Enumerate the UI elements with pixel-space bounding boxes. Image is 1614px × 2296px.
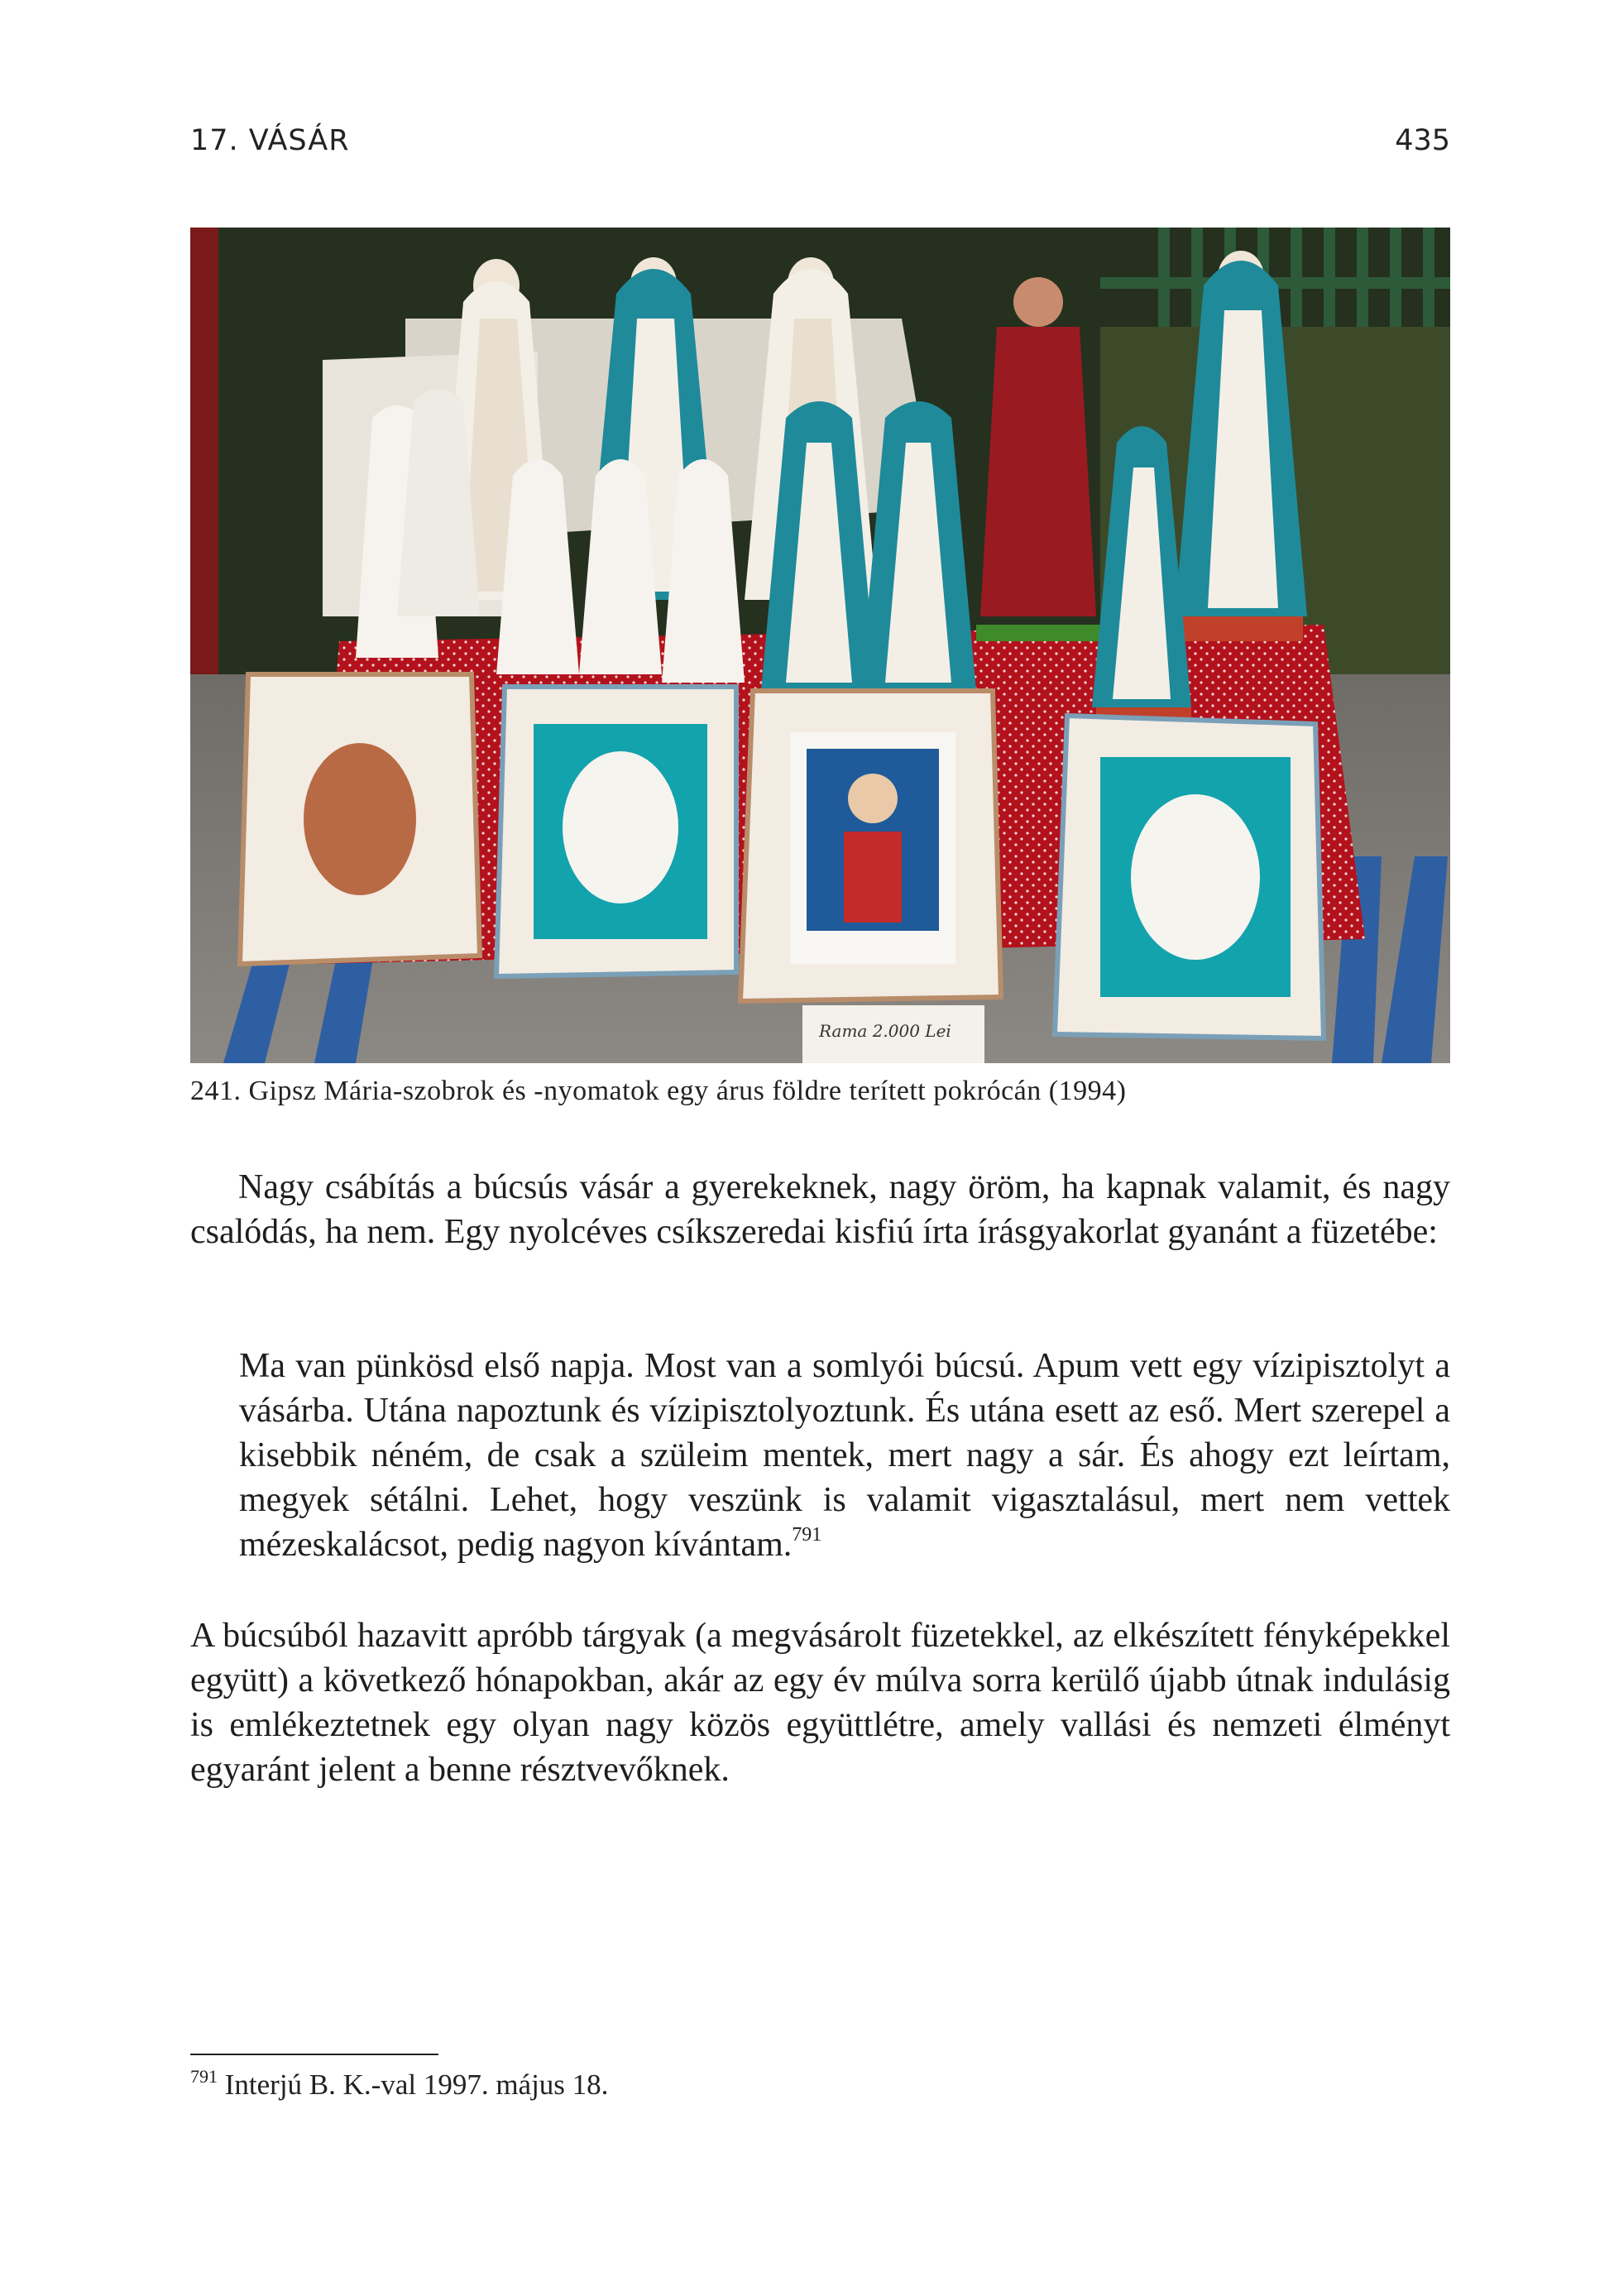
statues-photo-illustration [190,228,1450,1063]
footnote-reference[interactable]: 791 [792,1524,822,1546]
running-header-section: 17. VÁSÁR [190,124,350,157]
block-quote-text: Ma van pünkösd első napja. Most van a somlyói búcsú. Apum vett egy vízipisztolyt a vásárba. Utána napoztunk és vízipisztolyoztunk. És utána esett az eső. Mert szerepel a kisebbik néném, de csak a szüleim mentek, mert nagy a sár. És ahogy ezt leírtam, megyek sétálni. Lehet, hogy veszünk is valamit vigasztalásul, mert nem vettek mézeskalácsot, pedig nagyon kívántam. [239,1347,1450,1564]
footnote-number: 791 [190,2066,218,2087]
body-paragraph-2: A búcsúból hazavitt apróbb tárgyak (a megvásárolt füzetekkel, az elkészített fényképekkel együtt) a következő hónapokban, akár az egy év múlva sorra kerülő újabb útnak indulásig is emlékeztetnek egy olyan nagy közös együttlétre, amely vallási és nemzeti élményt egyaránt jelent a benne résztvevőknek. [190,1617,1450,1789]
price-tag-text: Rama 2.000 Lei [819,1021,951,1041]
footnote-divider [190,2054,438,2055]
footnote-text: Interjú B. K.-val 1997. május 18. [224,2068,609,2101]
body-paragraph-1: Nagy csábítás a búcsús vásár a gyerekeknek, nagy öröm, ha kapnak valamit, és nagy csalódás, ha nem. Egy nyolcéves csíkszeredai kisfiú írta írásgyakorlat gyanánt a füzetébe: [190,1168,1450,1251]
figure-photo [190,228,1450,1063]
block-quote [239,1344,1450,1567]
footnote [190,2068,608,2102]
figure-caption: 241. Gipsz Mária-szobrok és -nyomatok egy árus földre terített pokrócán (1994) [190,1076,1127,1106]
page-number: 435 [1395,124,1450,157]
